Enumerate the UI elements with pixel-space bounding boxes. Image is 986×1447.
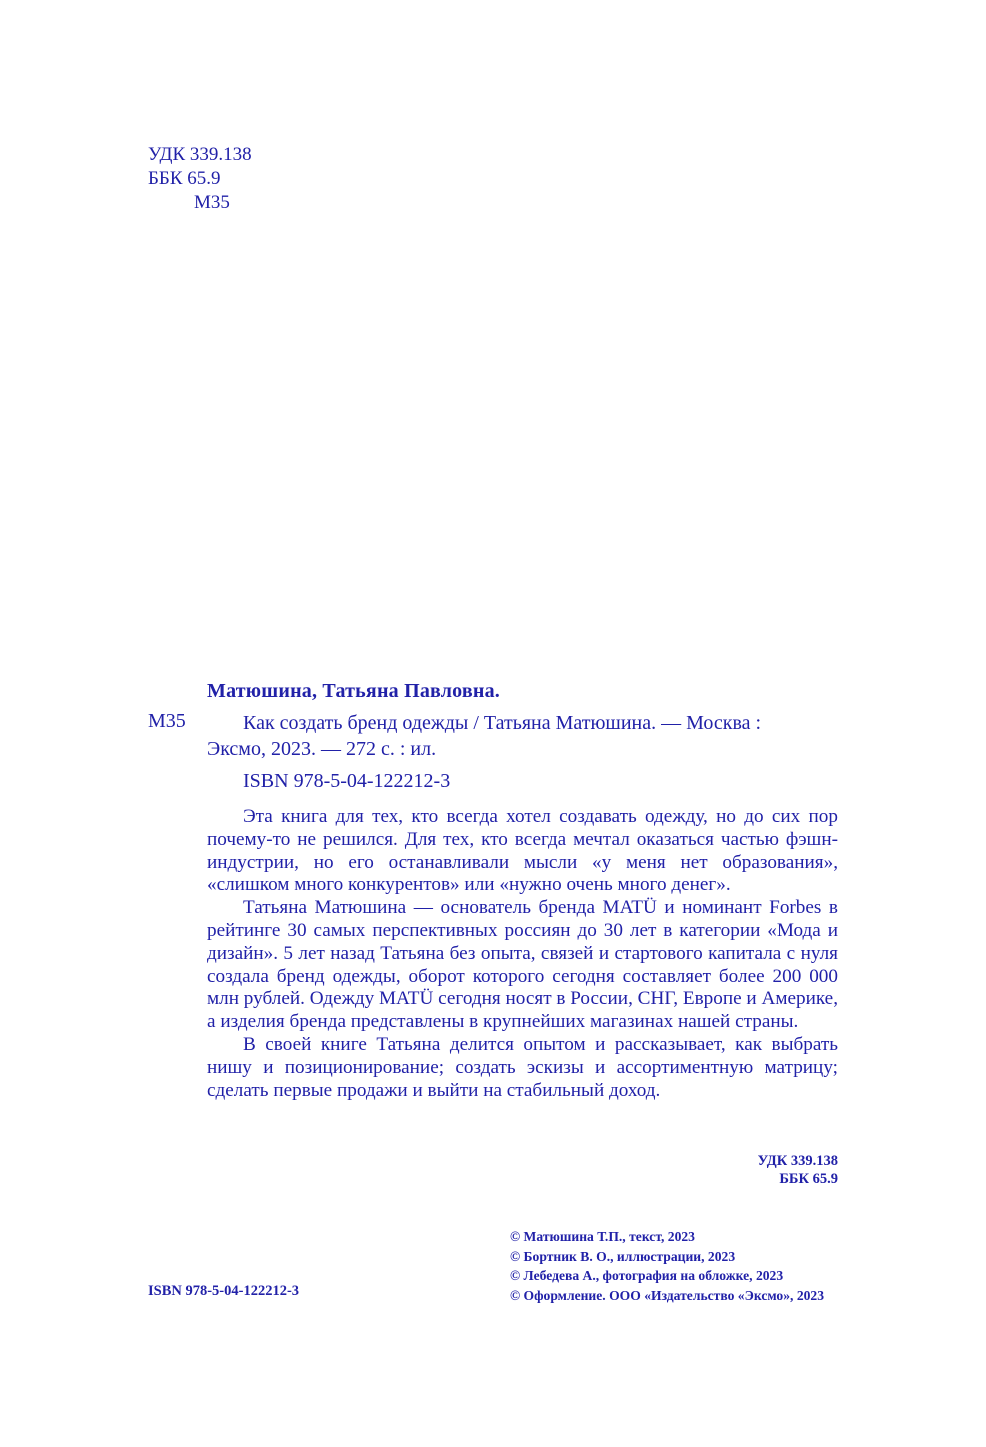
isbn-main: ISBN 978-5-04-122212-3: [243, 770, 451, 792]
copyright-line: © Оформление. ООО «Издательство «Эксмо», 2023: [510, 1287, 825, 1303]
author-heading: Матюшина, Татьяна Павловна.: [207, 680, 501, 702]
udk-code: УДК 339.138: [148, 144, 252, 165]
copyright-line: © Лебедева А., фотография на обложке, 2023: [510, 1268, 784, 1283]
annotation-paragraph: Татьяна Матюшина — основатель бренда MATÜ и номинант Forbes в рейтинге 30 самых перспективных россиян до 30 лет в категории «Мода и дизайн». 5 лет назад Татьяна без опыта, связей и стартового капитала с нуля создала бренд одежды, оборот которого сегодня составляет более 200 000 млн рублей. Одежду MATÜ сегодня носят в России, СНГ, Европе и Америке, а изделия бренда представлены в крупнейших магазинах нашей страны.: [207, 897, 838, 1033]
copyright-notices: [510, 1227, 824, 1305]
annotation-paragraph: Эта книга для тех, кто всегда хотел создавать одежду, но до сих пор почему-то не решился. Для тех, кто всегда мечтал оказаться частью фэшн-индустрии, но его останавливали мысли «у меня нет образования», «слишком много конкурентов» или «нужно очень много денег».: [207, 806, 838, 896]
bib-description-line-1: Как создать бренд одежды / Татьяна Матюшина. — Москва :: [243, 712, 762, 734]
classification-codes-header: [148, 143, 252, 215]
annotation: [207, 806, 838, 1102]
copyright-line: © Матюшина Т.П., текст, 2023: [510, 1229, 695, 1244]
udk-code-footer: УДК 339.138: [757, 1153, 838, 1169]
bib-description-line-2: Эксмо, 2023. — 272 с. : ил.: [207, 738, 437, 760]
annotation-paragraph: В своей книге Татьяна делится опытом и рассказывает, как выбрать нишу и позиционирование; создать эскизы и ассортиментную матрицу; сделать первые продажи и выйти на стабильный доход.: [207, 1033, 838, 1101]
bbk-code-footer: ББК 65.9: [779, 1171, 838, 1187]
classification-codes-footer: [700, 1152, 838, 1188]
copyright-line: © Бортник В. О., иллюстрации, 2023: [510, 1248, 736, 1264]
author-mark-margin: М35: [148, 710, 186, 732]
isbn-footer: ISBN 978-5-04-122212-3: [148, 1283, 300, 1299]
author-mark: М35: [194, 192, 230, 213]
bibliographic-description: [207, 710, 838, 762]
bbk-code: ББК 65.9: [148, 168, 221, 189]
